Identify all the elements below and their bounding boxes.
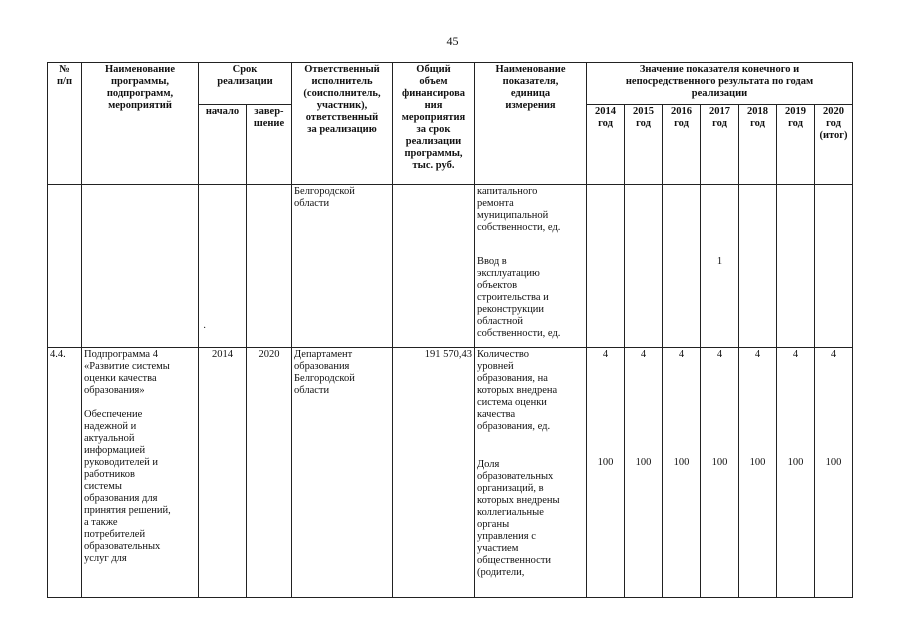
cell-end — [247, 185, 292, 348]
indicator-text: Количество уровней образования, на которых внедрена система оценки качества образования, ед. — [477, 349, 558, 432]
cell-start: 2014 — [199, 348, 247, 598]
value-b: 100 — [673, 457, 690, 468]
cell-value — [815, 348, 853, 598]
cell-value — [739, 348, 777, 598]
cell-value — [701, 348, 739, 598]
header-end: завер- шение — [247, 105, 292, 185]
value-b: 100 — [825, 457, 842, 468]
cell-value — [587, 185, 625, 348]
value-a: 4 — [678, 349, 685, 360]
cell-funding — [393, 185, 475, 348]
indicator-text: Доля образовательных организаций, в которых внедрены коллегиальные органы управления с участием общественности (родители, — [477, 459, 560, 578]
cell-value — [777, 348, 815, 598]
program-table — [47, 62, 853, 598]
header-values: Значение показателя конечного и непосредственного результата по годам реализации — [587, 63, 853, 105]
cell-name — [82, 185, 199, 348]
header-indicator: Наименование показателя, единица измерения — [475, 63, 587, 185]
value-b: 100 — [597, 457, 614, 468]
value-b: 100 — [635, 457, 652, 468]
scan-speck: · — [203, 323, 207, 334]
value-a: 4 — [602, 349, 609, 360]
header-year: 2018 год — [739, 105, 777, 185]
cell-value — [587, 348, 625, 598]
header-responsible: Ответственный исполнитель (соисполнитель, участник), ответственный за реализацию — [292, 63, 393, 185]
header-term: Срок реализации — [199, 63, 292, 105]
cell-value — [777, 185, 815, 348]
cell-num: 4.4. — [48, 348, 82, 598]
cell-value — [815, 185, 853, 348]
value-2017: 1 — [716, 256, 723, 267]
cell-name: Подпрограмма 4 «Развитие системы оценки качества образования» Обеспечение надежной и актуальной информацией руководителей и работников системы образования для принятия решений, а также потребителей образовательных услуг для — [82, 348, 199, 598]
cell-funding: 191 570,43 — [393, 348, 475, 598]
cell-responsible: Департамент образования Белгородской области — [292, 348, 393, 598]
value-a: 4 — [754, 349, 761, 360]
value-b: 100 — [787, 457, 804, 468]
header-year: 2020 год (итог) — [815, 105, 853, 185]
cell-num — [48, 185, 82, 348]
table-row — [48, 185, 853, 348]
header-year: 2015 год — [625, 105, 663, 185]
value-b: 100 — [749, 457, 766, 468]
cell-value — [625, 185, 663, 348]
indicator-text: капитального ремонта муниципальной собственности, ед. — [477, 186, 561, 233]
table-row — [48, 348, 853, 598]
value-a: 4 — [640, 349, 647, 360]
header-year: 2017 год — [701, 105, 739, 185]
cell-value — [625, 348, 663, 598]
indicator-text: Ввод в эксплуатацию объектов строительства и реконструкции областной собственности, ед. — [477, 256, 561, 339]
value-b: 100 — [711, 457, 728, 468]
header-name: Наименование программы, подпрограмм, мероприятий — [82, 63, 199, 185]
header-year: 2014 год — [587, 105, 625, 185]
cell-value — [663, 185, 701, 348]
cell-indicator — [475, 348, 587, 598]
header-year: 2019 год — [777, 105, 815, 185]
cell-end: 2020 — [247, 348, 292, 598]
value-a: 4 — [716, 349, 723, 360]
cell-value — [663, 348, 701, 598]
header-year: 2016 год — [663, 105, 701, 185]
header-num: № п/п — [48, 63, 82, 185]
cell-value — [701, 185, 739, 348]
value-a: 4 — [830, 349, 837, 360]
cell-value — [739, 185, 777, 348]
header-start: начало — [199, 105, 247, 185]
page-number: 45 — [446, 34, 459, 48]
header-funding: Общий объем финансирова ния мероприятия за срок реализации программы, тыс. руб. — [393, 63, 475, 185]
value-a: 4 — [792, 349, 799, 360]
cell-indicator — [475, 185, 587, 348]
cell-responsible: Белгородской области — [292, 185, 393, 348]
